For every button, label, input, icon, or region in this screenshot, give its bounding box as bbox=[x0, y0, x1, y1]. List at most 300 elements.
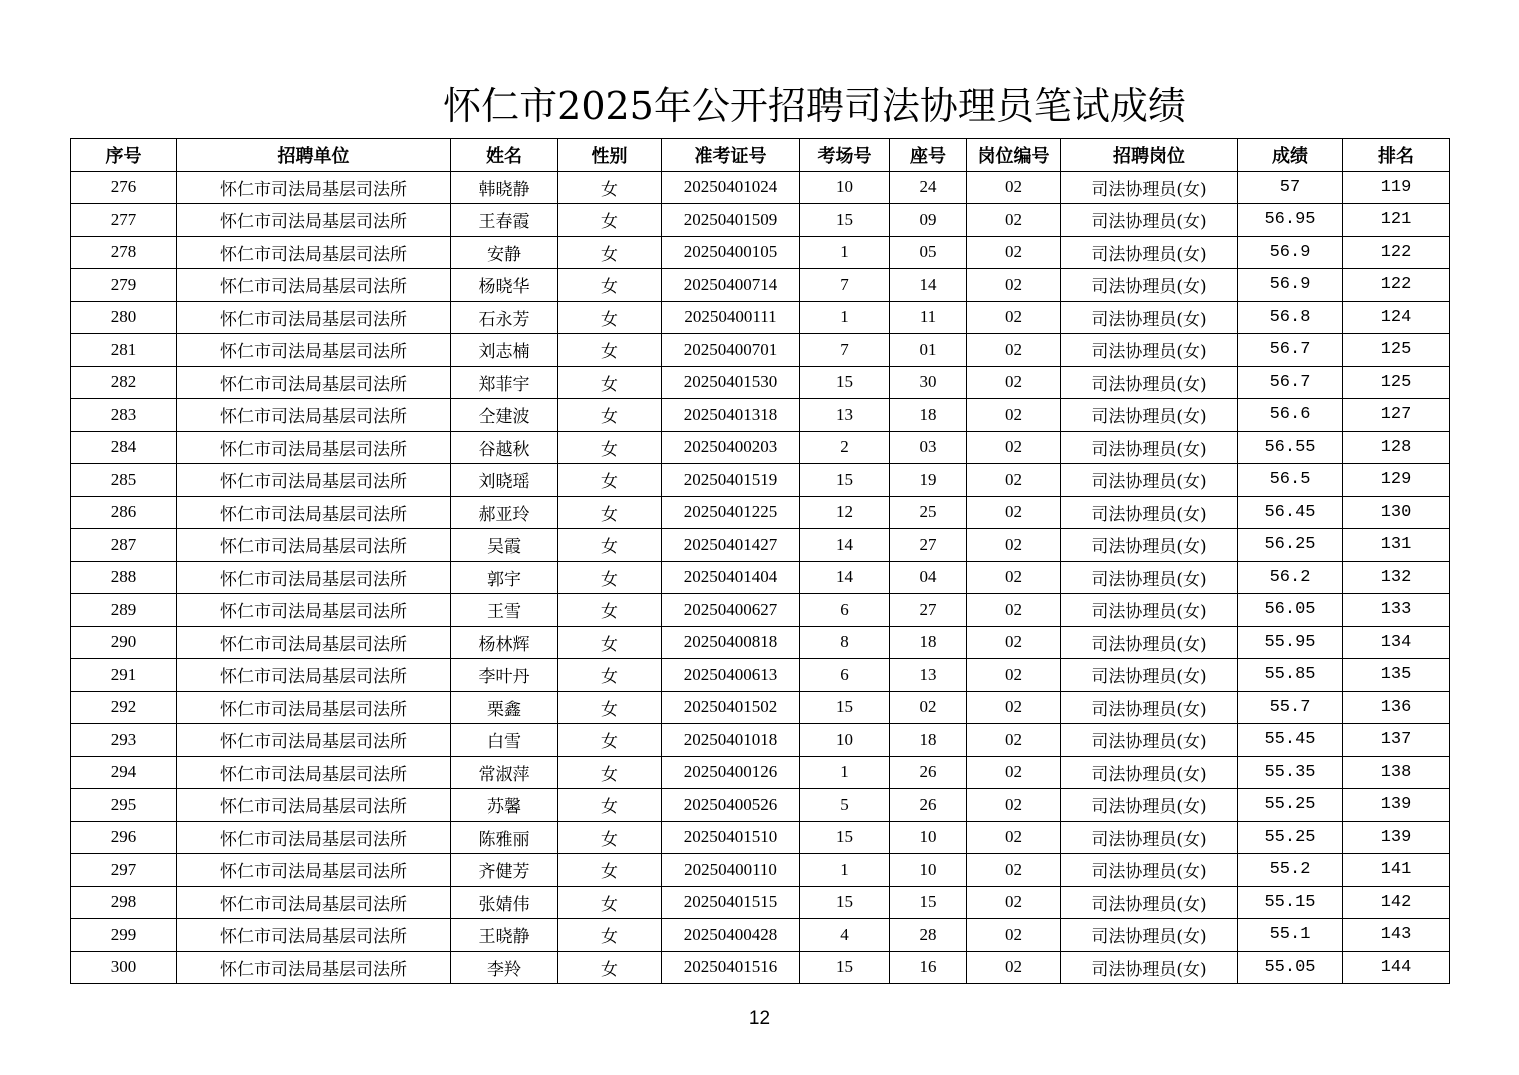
cell-seat: 24 bbox=[890, 171, 967, 204]
table-row bbox=[71, 204, 1450, 237]
cell-post: 司法协理员(女) bbox=[1061, 626, 1238, 659]
cell-ticket: 20250400428 bbox=[662, 919, 800, 952]
cell-score: 55.95 bbox=[1238, 626, 1343, 659]
cell-post-code: 02 bbox=[967, 854, 1061, 887]
cell-post: 司法协理员(女) bbox=[1061, 789, 1238, 822]
cell-seat: 27 bbox=[890, 594, 967, 627]
cell-unit: 怀仁市司法局基层司法所 bbox=[177, 171, 451, 204]
cell-name: 栗鑫 bbox=[451, 691, 558, 724]
cell-seq: 279 bbox=[71, 269, 177, 302]
cell-ticket: 20250400714 bbox=[662, 269, 800, 302]
cell-seq: 296 bbox=[71, 821, 177, 854]
cell-score: 56.7 bbox=[1238, 366, 1343, 399]
cell-seat: 16 bbox=[890, 951, 967, 984]
cell-unit: 怀仁市司法局基层司法所 bbox=[177, 626, 451, 659]
cell-post: 司法协理员(女) bbox=[1061, 171, 1238, 204]
cell-unit: 怀仁市司法局基层司法所 bbox=[177, 756, 451, 789]
table-row bbox=[71, 691, 1450, 724]
column-header-rank: 排名 bbox=[1343, 139, 1450, 172]
cell-room: 10 bbox=[800, 171, 890, 204]
cell-seat: 04 bbox=[890, 561, 967, 594]
cell-room: 1 bbox=[800, 854, 890, 887]
cell-room: 15 bbox=[800, 691, 890, 724]
cell-seq: 285 bbox=[71, 464, 177, 497]
cell-ticket: 20250401225 bbox=[662, 496, 800, 529]
column-header-unit: 招聘单位 bbox=[177, 139, 451, 172]
table-row bbox=[71, 626, 1450, 659]
cell-gender: 女 bbox=[558, 886, 662, 919]
table-row bbox=[71, 171, 1450, 204]
cell-room: 2 bbox=[800, 431, 890, 464]
cell-seq: 299 bbox=[71, 919, 177, 952]
cell-seq: 276 bbox=[71, 171, 177, 204]
cell-gender: 女 bbox=[558, 301, 662, 334]
column-header-post-code: 岗位编号 bbox=[967, 139, 1061, 172]
cell-ticket: 20250401515 bbox=[662, 886, 800, 919]
cell-post: 司法协理员(女) bbox=[1061, 594, 1238, 627]
cell-gender: 女 bbox=[558, 496, 662, 529]
cell-name: 王雪 bbox=[451, 594, 558, 627]
cell-room: 15 bbox=[800, 951, 890, 984]
cell-room: 1 bbox=[800, 236, 890, 269]
cell-room: 7 bbox=[800, 334, 890, 367]
cell-unit: 怀仁市司法局基层司法所 bbox=[177, 854, 451, 887]
table-row bbox=[71, 886, 1450, 919]
cell-ticket: 20250400526 bbox=[662, 789, 800, 822]
cell-gender: 女 bbox=[558, 464, 662, 497]
table-header-row bbox=[71, 139, 1450, 172]
cell-name: 吴霞 bbox=[451, 529, 558, 562]
cell-ticket: 20250400111 bbox=[662, 301, 800, 334]
cell-name: 郝亚玲 bbox=[451, 496, 558, 529]
cell-room: 6 bbox=[800, 594, 890, 627]
cell-gender: 女 bbox=[558, 529, 662, 562]
cell-seq: 292 bbox=[71, 691, 177, 724]
cell-seq: 278 bbox=[71, 236, 177, 269]
cell-score: 56.25 bbox=[1238, 529, 1343, 562]
cell-seq: 290 bbox=[71, 626, 177, 659]
cell-gender: 女 bbox=[558, 431, 662, 464]
cell-ticket: 20250401018 bbox=[662, 724, 800, 757]
cell-score: 56.45 bbox=[1238, 496, 1343, 529]
cell-post: 司法协理员(女) bbox=[1061, 659, 1238, 692]
cell-room: 15 bbox=[800, 366, 890, 399]
cell-rank: 129 bbox=[1343, 464, 1450, 497]
cell-seat: 03 bbox=[890, 431, 967, 464]
page-title: 怀仁市2025年公开招聘司法协理员笔试成绩 bbox=[443, 84, 1186, 128]
cell-post: 司法协理员(女) bbox=[1061, 854, 1238, 887]
table-row bbox=[71, 756, 1450, 789]
cell-unit: 怀仁市司法局基层司法所 bbox=[177, 464, 451, 497]
cell-post: 司法协理员(女) bbox=[1061, 301, 1238, 334]
cell-room: 14 bbox=[800, 529, 890, 562]
table-row bbox=[71, 366, 1450, 399]
cell-post-code: 02 bbox=[967, 691, 1061, 724]
cell-name: 谷越秋 bbox=[451, 431, 558, 464]
cell-rank: 125 bbox=[1343, 366, 1450, 399]
cell-gender: 女 bbox=[558, 789, 662, 822]
cell-rank: 139 bbox=[1343, 821, 1450, 854]
cell-room: 12 bbox=[800, 496, 890, 529]
cell-name: 齐健芳 bbox=[451, 854, 558, 887]
cell-name: 石永芳 bbox=[451, 301, 558, 334]
table-row bbox=[71, 594, 1450, 627]
cell-seq: 281 bbox=[71, 334, 177, 367]
cell-unit: 怀仁市司法局基层司法所 bbox=[177, 594, 451, 627]
cell-rank: 138 bbox=[1343, 756, 1450, 789]
cell-room: 14 bbox=[800, 561, 890, 594]
cell-post: 司法协理员(女) bbox=[1061, 886, 1238, 919]
cell-rank: 141 bbox=[1343, 854, 1450, 887]
cell-seq: 295 bbox=[71, 789, 177, 822]
table-row bbox=[71, 789, 1450, 822]
cell-score: 55.7 bbox=[1238, 691, 1343, 724]
column-header-room: 考场号 bbox=[800, 139, 890, 172]
cell-gender: 女 bbox=[558, 951, 662, 984]
cell-seq: 297 bbox=[71, 854, 177, 887]
column-header-ticket: 准考证号 bbox=[662, 139, 800, 172]
cell-name: 杨晓华 bbox=[451, 269, 558, 302]
cell-ticket: 20250401519 bbox=[662, 464, 800, 497]
cell-ticket: 20250401530 bbox=[662, 366, 800, 399]
cell-rank: 142 bbox=[1343, 886, 1450, 919]
cell-gender: 女 bbox=[558, 821, 662, 854]
cell-seat: 02 bbox=[890, 691, 967, 724]
cell-seat: 11 bbox=[890, 301, 967, 334]
cell-post-code: 02 bbox=[967, 496, 1061, 529]
cell-rank: 136 bbox=[1343, 691, 1450, 724]
cell-unit: 怀仁市司法局基层司法所 bbox=[177, 269, 451, 302]
cell-post: 司法协理员(女) bbox=[1061, 204, 1238, 237]
cell-name: 常淑萍 bbox=[451, 756, 558, 789]
column-header-seq: 序号 bbox=[71, 139, 177, 172]
cell-score: 55.35 bbox=[1238, 756, 1343, 789]
cell-unit: 怀仁市司法局基层司法所 bbox=[177, 659, 451, 692]
table-row bbox=[71, 496, 1450, 529]
cell-name: 陈雅丽 bbox=[451, 821, 558, 854]
cell-seat: 26 bbox=[890, 756, 967, 789]
scores-table bbox=[70, 138, 1450, 984]
table-row bbox=[71, 431, 1450, 464]
cell-post: 司法协理员(女) bbox=[1061, 366, 1238, 399]
table-row bbox=[71, 951, 1450, 984]
cell-post-code: 02 bbox=[967, 626, 1061, 659]
cell-gender: 女 bbox=[558, 334, 662, 367]
cell-ticket: 20250401510 bbox=[662, 821, 800, 854]
cell-name: 郭宇 bbox=[451, 561, 558, 594]
cell-score: 55.25 bbox=[1238, 821, 1343, 854]
cell-post-code: 02 bbox=[967, 236, 1061, 269]
cell-name: 刘志楠 bbox=[451, 334, 558, 367]
cell-score: 56.5 bbox=[1238, 464, 1343, 497]
cell-rank: 144 bbox=[1343, 951, 1450, 984]
cell-rank: 143 bbox=[1343, 919, 1450, 952]
cell-seat: 25 bbox=[890, 496, 967, 529]
cell-name: 白雪 bbox=[451, 724, 558, 757]
cell-seat: 26 bbox=[890, 789, 967, 822]
cell-score: 55.1 bbox=[1238, 919, 1343, 952]
cell-seat: 10 bbox=[890, 854, 967, 887]
cell-room: 6 bbox=[800, 659, 890, 692]
cell-rank: 134 bbox=[1343, 626, 1450, 659]
column-header-gender: 性别 bbox=[558, 139, 662, 172]
cell-rank: 131 bbox=[1343, 529, 1450, 562]
cell-gender: 女 bbox=[558, 561, 662, 594]
table-row bbox=[71, 269, 1450, 302]
cell-seq: 277 bbox=[71, 204, 177, 237]
cell-ticket: 20250400701 bbox=[662, 334, 800, 367]
cell-ticket: 20250401024 bbox=[662, 171, 800, 204]
cell-rank: 127 bbox=[1343, 399, 1450, 432]
cell-seq: 291 bbox=[71, 659, 177, 692]
cell-ticket: 20250400203 bbox=[662, 431, 800, 464]
cell-name: 张婧伟 bbox=[451, 886, 558, 919]
cell-seq: 282 bbox=[71, 366, 177, 399]
table-row bbox=[71, 464, 1450, 497]
cell-rank: 130 bbox=[1343, 496, 1450, 529]
cell-unit: 怀仁市司法局基层司法所 bbox=[177, 789, 451, 822]
cell-seat: 28 bbox=[890, 919, 967, 952]
page-number: 12 bbox=[748, 1008, 771, 1029]
cell-rank: 125 bbox=[1343, 334, 1450, 367]
cell-room: 15 bbox=[800, 821, 890, 854]
cell-post: 司法协理员(女) bbox=[1061, 821, 1238, 854]
cell-room: 4 bbox=[800, 919, 890, 952]
cell-ticket: 20250401516 bbox=[662, 951, 800, 984]
cell-rank: 122 bbox=[1343, 269, 1450, 302]
cell-seat: 18 bbox=[890, 399, 967, 432]
cell-score: 56.9 bbox=[1238, 236, 1343, 269]
cell-ticket: 20250400818 bbox=[662, 626, 800, 659]
cell-score: 55.2 bbox=[1238, 854, 1343, 887]
cell-seq: 287 bbox=[71, 529, 177, 562]
cell-unit: 怀仁市司法局基层司法所 bbox=[177, 204, 451, 237]
cell-seat: 18 bbox=[890, 724, 967, 757]
table-row bbox=[71, 659, 1450, 692]
cell-gender: 女 bbox=[558, 204, 662, 237]
cell-post: 司法协理员(女) bbox=[1061, 919, 1238, 952]
column-header-seat: 座号 bbox=[890, 139, 967, 172]
cell-ticket: 20250400613 bbox=[662, 659, 800, 692]
cell-gender: 女 bbox=[558, 691, 662, 724]
cell-name: 刘晓瑶 bbox=[451, 464, 558, 497]
cell-seat: 10 bbox=[890, 821, 967, 854]
cell-post: 司法协理员(女) bbox=[1061, 236, 1238, 269]
cell-seat: 18 bbox=[890, 626, 967, 659]
cell-unit: 怀仁市司法局基层司法所 bbox=[177, 886, 451, 919]
cell-post-code: 02 bbox=[967, 756, 1061, 789]
cell-unit: 怀仁市司法局基层司法所 bbox=[177, 334, 451, 367]
cell-ticket: 20250401509 bbox=[662, 204, 800, 237]
cell-unit: 怀仁市司法局基层司法所 bbox=[177, 399, 451, 432]
cell-room: 1 bbox=[800, 756, 890, 789]
table-body bbox=[71, 171, 1450, 984]
cell-gender: 女 bbox=[558, 366, 662, 399]
cell-post: 司法协理员(女) bbox=[1061, 464, 1238, 497]
cell-gender: 女 bbox=[558, 854, 662, 887]
cell-unit: 怀仁市司法局基层司法所 bbox=[177, 691, 451, 724]
cell-ticket: 20250400627 bbox=[662, 594, 800, 627]
cell-name: 杨林辉 bbox=[451, 626, 558, 659]
table-row bbox=[71, 301, 1450, 334]
cell-seat: 13 bbox=[890, 659, 967, 692]
cell-unit: 怀仁市司法局基层司法所 bbox=[177, 301, 451, 334]
cell-unit: 怀仁市司法局基层司法所 bbox=[177, 431, 451, 464]
table-row bbox=[71, 724, 1450, 757]
cell-seq: 298 bbox=[71, 886, 177, 919]
cell-ticket: 20250400110 bbox=[662, 854, 800, 887]
cell-score: 56.2 bbox=[1238, 561, 1343, 594]
cell-room: 7 bbox=[800, 269, 890, 302]
cell-name: 李羚 bbox=[451, 951, 558, 984]
cell-gender: 女 bbox=[558, 399, 662, 432]
cell-room: 15 bbox=[800, 204, 890, 237]
cell-rank: 124 bbox=[1343, 301, 1450, 334]
cell-gender: 女 bbox=[558, 236, 662, 269]
table-row bbox=[71, 854, 1450, 887]
cell-score: 56.6 bbox=[1238, 399, 1343, 432]
cell-score: 55.85 bbox=[1238, 659, 1343, 692]
cell-unit: 怀仁市司法局基层司法所 bbox=[177, 236, 451, 269]
cell-room: 10 bbox=[800, 724, 890, 757]
cell-post-code: 02 bbox=[967, 529, 1061, 562]
cell-seq: 294 bbox=[71, 756, 177, 789]
cell-score: 56.8 bbox=[1238, 301, 1343, 334]
cell-unit: 怀仁市司法局基层司法所 bbox=[177, 496, 451, 529]
cell-room: 5 bbox=[800, 789, 890, 822]
cell-post-code: 02 bbox=[967, 951, 1061, 984]
cell-post-code: 02 bbox=[967, 789, 1061, 822]
cell-room: 15 bbox=[800, 886, 890, 919]
cell-name: 仝建波 bbox=[451, 399, 558, 432]
cell-post: 司法协理员(女) bbox=[1061, 399, 1238, 432]
cell-post-code: 02 bbox=[967, 886, 1061, 919]
cell-name: 安静 bbox=[451, 236, 558, 269]
cell-unit: 怀仁市司法局基层司法所 bbox=[177, 724, 451, 757]
cell-gender: 女 bbox=[558, 756, 662, 789]
cell-seq: 300 bbox=[71, 951, 177, 984]
cell-gender: 女 bbox=[558, 594, 662, 627]
table-row bbox=[71, 919, 1450, 952]
cell-ticket: 20250400105 bbox=[662, 236, 800, 269]
cell-post-code: 02 bbox=[967, 724, 1061, 757]
cell-score: 57 bbox=[1238, 171, 1343, 204]
table-row bbox=[71, 334, 1450, 367]
cell-score: 56.7 bbox=[1238, 334, 1343, 367]
table-row bbox=[71, 529, 1450, 562]
cell-post-code: 02 bbox=[967, 464, 1061, 497]
cell-rank: 133 bbox=[1343, 594, 1450, 627]
cell-seq: 284 bbox=[71, 431, 177, 464]
cell-post-code: 02 bbox=[967, 204, 1061, 237]
cell-seat: 05 bbox=[890, 236, 967, 269]
cell-rank: 135 bbox=[1343, 659, 1450, 692]
cell-post: 司法协理员(女) bbox=[1061, 496, 1238, 529]
cell-seq: 280 bbox=[71, 301, 177, 334]
cell-score: 55.25 bbox=[1238, 789, 1343, 822]
cell-seq: 286 bbox=[71, 496, 177, 529]
cell-ticket: 20250401318 bbox=[662, 399, 800, 432]
cell-name: 王晓静 bbox=[451, 919, 558, 952]
cell-room: 15 bbox=[800, 464, 890, 497]
cell-unit: 怀仁市司法局基层司法所 bbox=[177, 951, 451, 984]
cell-name: 苏馨 bbox=[451, 789, 558, 822]
cell-seq: 289 bbox=[71, 594, 177, 627]
cell-rank: 137 bbox=[1343, 724, 1450, 757]
cell-room: 13 bbox=[800, 399, 890, 432]
cell-post: 司法协理员(女) bbox=[1061, 951, 1238, 984]
cell-post: 司法协理员(女) bbox=[1061, 691, 1238, 724]
cell-gender: 女 bbox=[558, 269, 662, 302]
cell-post-code: 02 bbox=[967, 431, 1061, 464]
cell-rank: 121 bbox=[1343, 204, 1450, 237]
cell-rank: 132 bbox=[1343, 561, 1450, 594]
table-row bbox=[71, 561, 1450, 594]
cell-post-code: 02 bbox=[967, 821, 1061, 854]
cell-rank: 119 bbox=[1343, 171, 1450, 204]
cell-seq: 293 bbox=[71, 724, 177, 757]
cell-rank: 128 bbox=[1343, 431, 1450, 464]
cell-score: 55.15 bbox=[1238, 886, 1343, 919]
cell-seat: 27 bbox=[890, 529, 967, 562]
cell-ticket: 20250401502 bbox=[662, 691, 800, 724]
column-header-name: 姓名 bbox=[451, 139, 558, 172]
cell-score: 56.55 bbox=[1238, 431, 1343, 464]
cell-post-code: 02 bbox=[967, 366, 1061, 399]
cell-seat: 01 bbox=[890, 334, 967, 367]
cell-gender: 女 bbox=[558, 659, 662, 692]
cell-seat: 30 bbox=[890, 366, 967, 399]
cell-post: 司法协理员(女) bbox=[1061, 561, 1238, 594]
cell-ticket: 20250401404 bbox=[662, 561, 800, 594]
cell-gender: 女 bbox=[558, 626, 662, 659]
cell-score: 56.9 bbox=[1238, 269, 1343, 302]
cell-name: 李叶丹 bbox=[451, 659, 558, 692]
cell-score: 55.05 bbox=[1238, 951, 1343, 984]
table-row bbox=[71, 399, 1450, 432]
cell-seat: 19 bbox=[890, 464, 967, 497]
cell-seat: 15 bbox=[890, 886, 967, 919]
cell-unit: 怀仁市司法局基层司法所 bbox=[177, 919, 451, 952]
cell-post-code: 02 bbox=[967, 301, 1061, 334]
cell-unit: 怀仁市司法局基层司法所 bbox=[177, 529, 451, 562]
cell-unit: 怀仁市司法局基层司法所 bbox=[177, 366, 451, 399]
cell-gender: 女 bbox=[558, 919, 662, 952]
cell-post: 司法协理员(女) bbox=[1061, 529, 1238, 562]
cell-post-code: 02 bbox=[967, 919, 1061, 952]
cell-post: 司法协理员(女) bbox=[1061, 431, 1238, 464]
cell-score: 56.05 bbox=[1238, 594, 1343, 627]
cell-name: 郑菲宇 bbox=[451, 366, 558, 399]
table-row bbox=[71, 236, 1450, 269]
cell-post-code: 02 bbox=[967, 399, 1061, 432]
cell-post: 司法协理员(女) bbox=[1061, 756, 1238, 789]
table-row bbox=[71, 821, 1450, 854]
cell-seq: 283 bbox=[71, 399, 177, 432]
cell-gender: 女 bbox=[558, 171, 662, 204]
cell-seat: 14 bbox=[890, 269, 967, 302]
cell-post-code: 02 bbox=[967, 334, 1061, 367]
cell-ticket: 20250401427 bbox=[662, 529, 800, 562]
cell-gender: 女 bbox=[558, 724, 662, 757]
cell-seat: 09 bbox=[890, 204, 967, 237]
column-header-score: 成绩 bbox=[1238, 139, 1343, 172]
cell-post-code: 02 bbox=[967, 171, 1061, 204]
cell-unit: 怀仁市司法局基层司法所 bbox=[177, 561, 451, 594]
column-header-post: 招聘岗位 bbox=[1061, 139, 1238, 172]
cell-seq: 288 bbox=[71, 561, 177, 594]
cell-name: 王春霞 bbox=[451, 204, 558, 237]
